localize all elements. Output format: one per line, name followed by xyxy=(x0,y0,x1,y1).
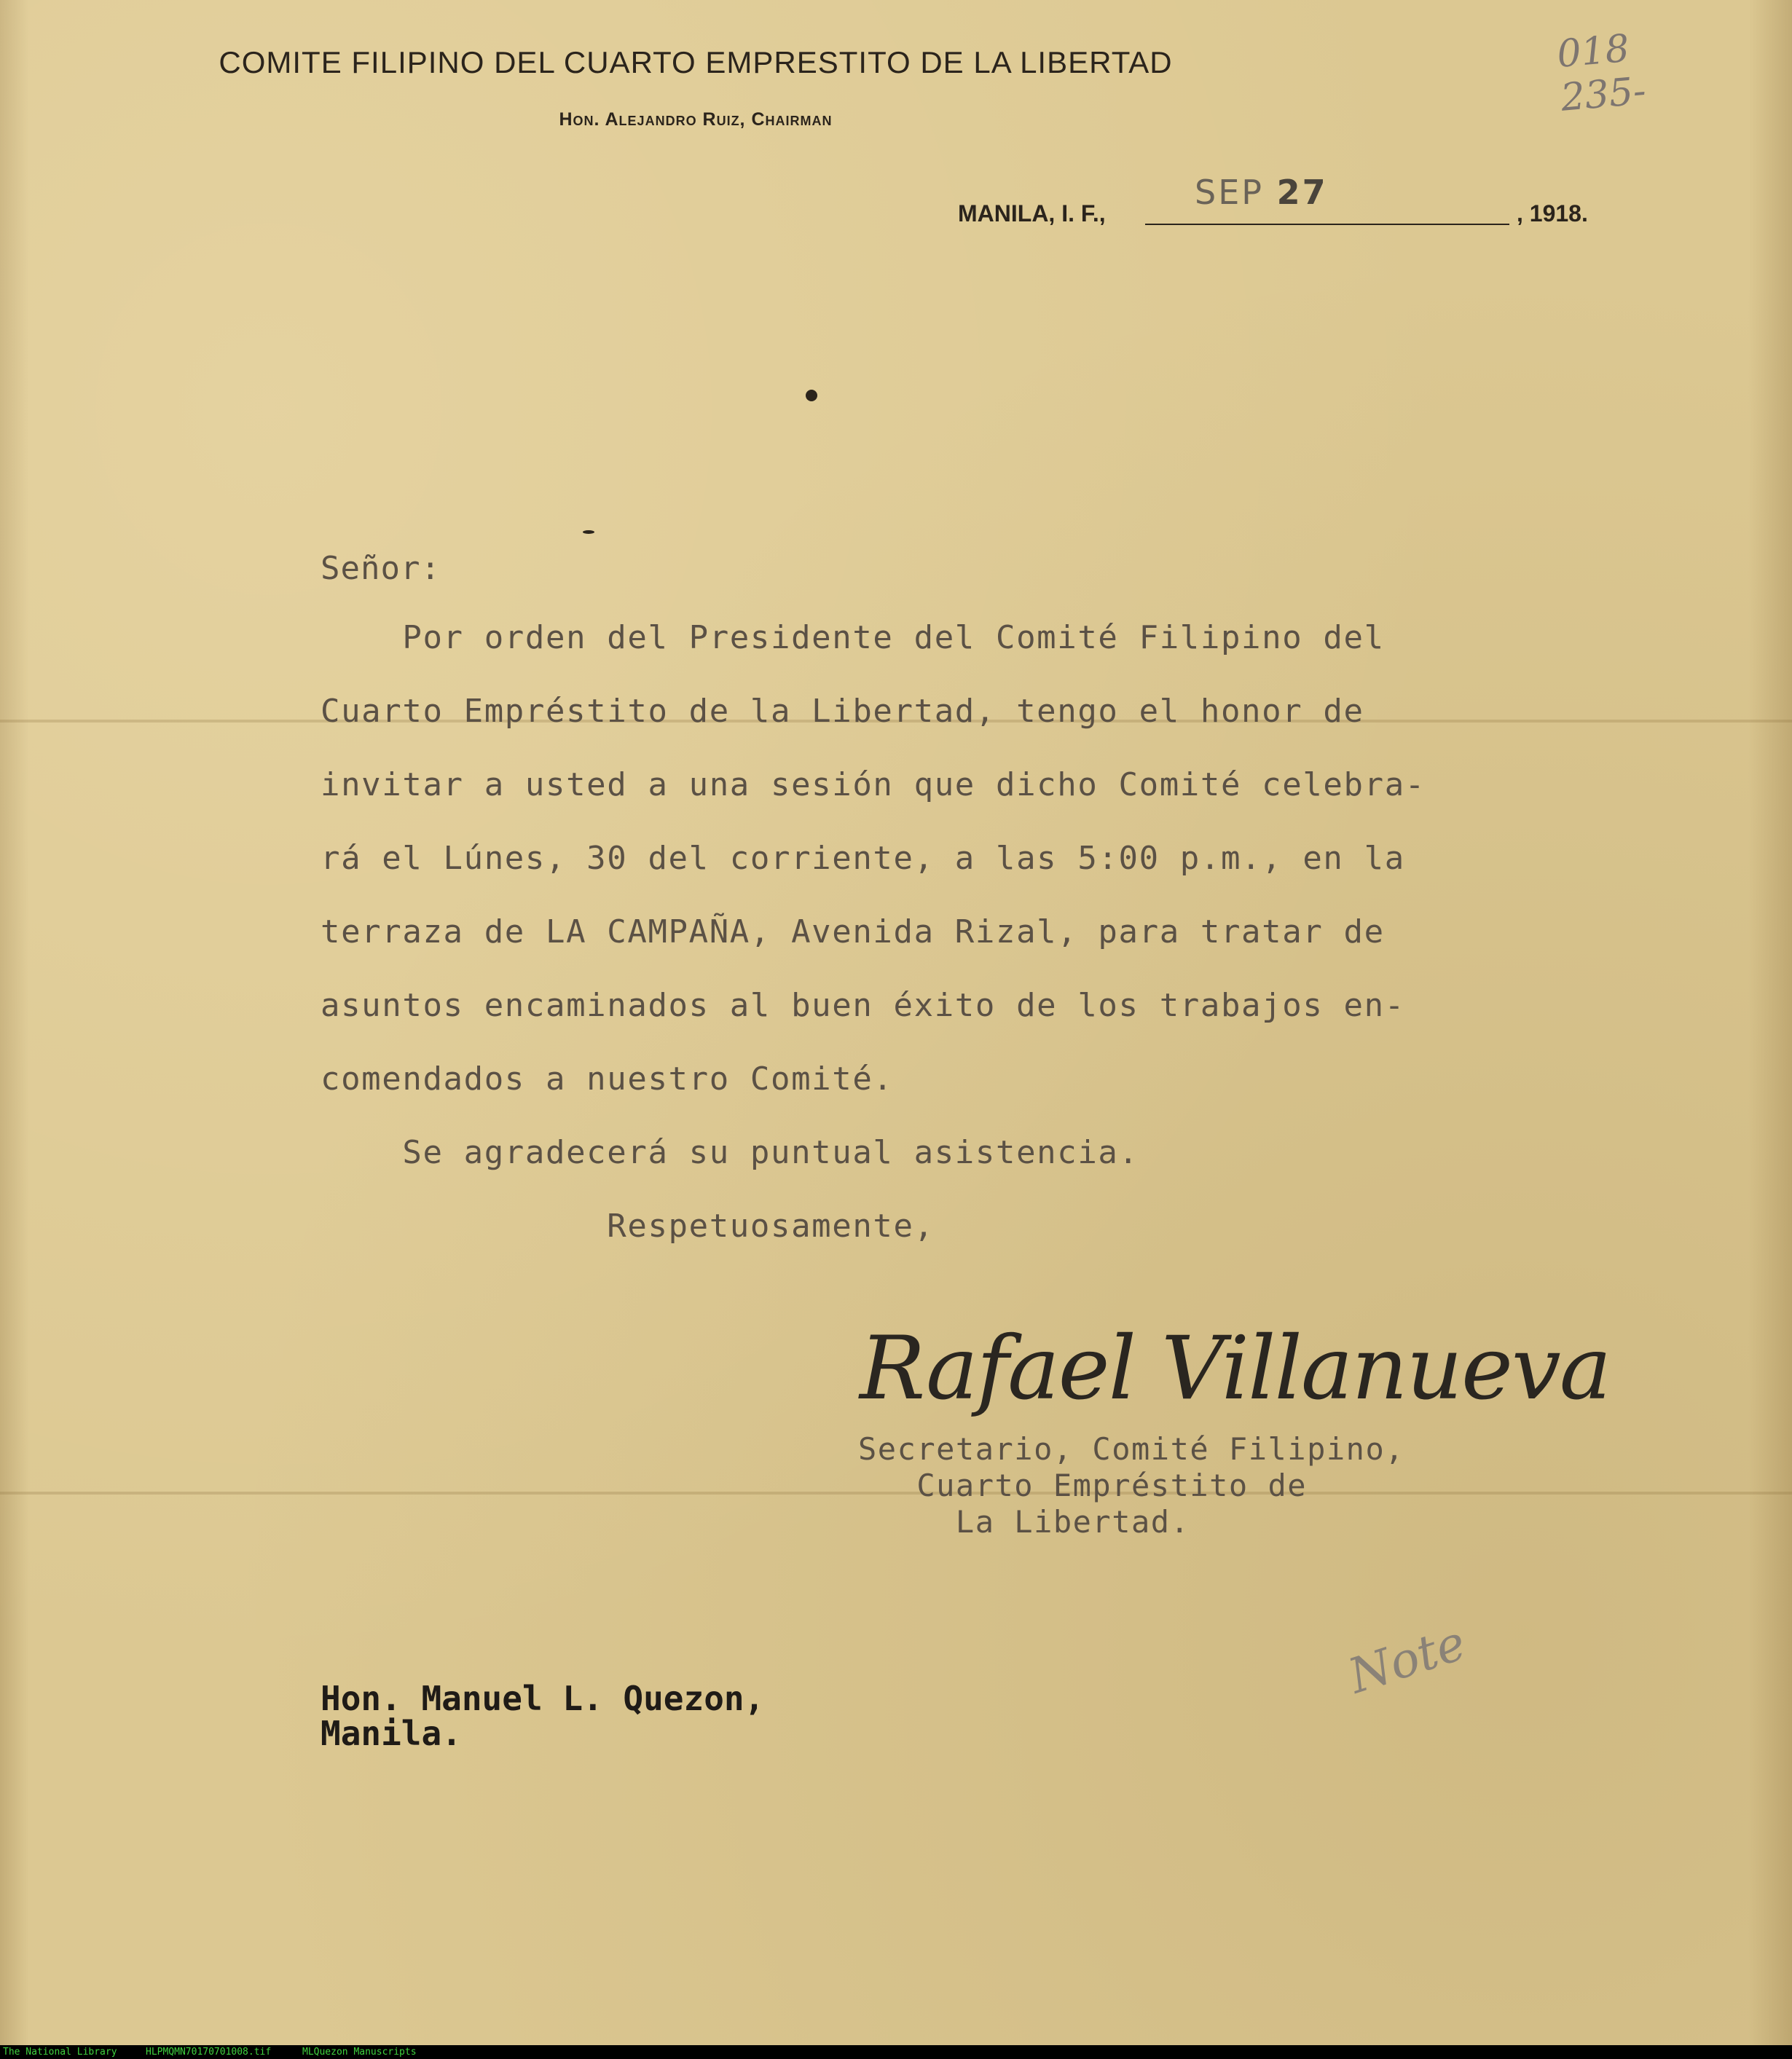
dateline-place: MANILA, I. F., xyxy=(958,200,1106,227)
body-line: terraza de LA CAMPAÑA, Avenida Rizal, para tratar de xyxy=(321,913,1385,950)
date-underline xyxy=(1145,224,1509,225)
body-line: Respetuosamente, xyxy=(321,1208,935,1245)
dateline-year: , 1918. xyxy=(1517,200,1588,227)
letterhead-title: COMITE FILIPINO DEL CUARTO EMPRESTITO DE LA LIBERTAD xyxy=(219,45,1173,79)
date-stamp xyxy=(1195,173,1328,212)
ink-speck xyxy=(806,390,817,401)
archive-footer-bar xyxy=(0,2045,1792,2059)
paper-watermark xyxy=(1515,44,1792,1719)
recipient-city: Manila. xyxy=(321,1714,462,1753)
body-line: Cuarto Empréstito de la Libertad, tengo el honor de xyxy=(321,693,1364,730)
letterhead-subtitle: Hon. Alejandro Ruiz, Chairman xyxy=(559,109,833,130)
body-line: asuntos encaminados al buen éxito de los trabajos en- xyxy=(321,987,1405,1024)
handwritten-corner-number: 018 235- xyxy=(1555,26,1648,120)
signature-title-line: Cuarto Empréstito de xyxy=(858,1468,1308,1503)
recipient-name: Hon. Manuel L. Quezon, xyxy=(321,1679,765,1718)
letter-body xyxy=(321,619,1426,1281)
signature-title-line: La Libertad. xyxy=(858,1504,1190,1540)
body-line: Por orden del Presidente del Comité Filipino del xyxy=(321,619,1385,656)
date-stamp-month: SEP xyxy=(1195,173,1265,212)
handwritten-signature: Rafael Villanueva xyxy=(860,1318,1611,1420)
body-line: Se agradecerá su puntual asistencia. xyxy=(321,1134,1139,1171)
handwritten-note: Note xyxy=(1342,1614,1472,1705)
body-line: rá el Lúnes, 30 del corriente, a las 5:00 p.m., en la xyxy=(321,840,1405,877)
signature-title-line: Secretario, Comité Filipino, xyxy=(858,1431,1405,1467)
dateline xyxy=(954,173,1624,227)
body-line: invitar a usted a una sesión que dicho Comité celebra- xyxy=(321,766,1426,803)
salutation: Señor: xyxy=(321,550,441,587)
footer-collection: MLQuezon Manuscripts xyxy=(302,2047,417,2058)
ink-speck xyxy=(583,530,594,534)
footer-filename: HLPMQMN70170701008.tif xyxy=(146,2047,272,2058)
recipient-address xyxy=(321,1679,765,1753)
footer-library: The National Library xyxy=(3,2047,117,2058)
signature-title-block xyxy=(858,1431,1404,1540)
body-line: comendados a nuestro Comité. xyxy=(321,1060,894,1098)
date-stamp-day: 27 xyxy=(1276,173,1328,212)
